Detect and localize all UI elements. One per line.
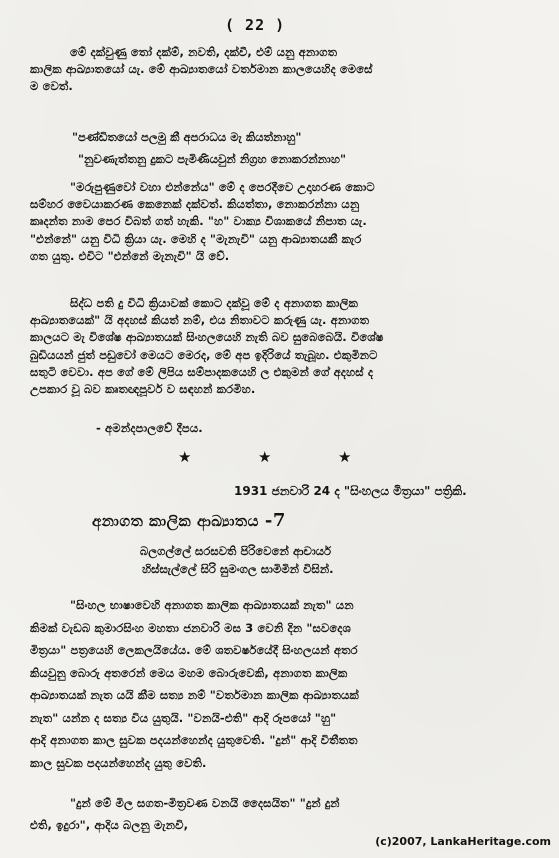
paragraph-line: කාල සුවක පදයන්හෙන්ද යුතු වෙති. <box>30 755 207 770</box>
star-icon: ★ <box>258 448 272 466</box>
star-icon: ★ <box>178 448 192 466</box>
paragraph-2 <box>30 179 375 265</box>
paragraph-line: එති, ඉදුරා", ආදිය බලනු මැනවි, <box>30 818 189 832</box>
paragraph-line: ආදි අනාගත කාල සුවක පදයන්හෙන්ද යුතුවෙති. "දුන්" ආදි විතීතත <box>30 733 358 747</box>
copyright-footer: (c)2007, LankaHeritage.com <box>375 835 551 848</box>
byline <box>140 542 334 578</box>
paragraph-line: කාලික ආඛ්‍යාතයෝ යැ. මේ ආඛ්‍යාතයෝ වර්තමාන කාලයෙහිද මෙසේ <box>30 62 373 77</box>
paragraph-5 <box>30 792 340 836</box>
article-heading <box>92 510 286 531</box>
signature: - අමන්දපාලවේ දීපය. <box>96 421 203 435</box>
paragraph-line: ම වෙත්. <box>30 79 73 94</box>
quote-block <box>72 126 346 170</box>
star-icon: ★ <box>338 448 352 466</box>
article-number: -7 <box>264 510 286 531</box>
byline-line: බලගල්ලේ සරසවති පිරිවෙනේ ආචාර්ය <box>140 544 332 558</box>
paragraph-line: කියවුනු බොරු අතරෙන් මෙය මහම බොරුවෙකි, අනාගත කාලික <box>30 665 348 680</box>
paragraph-line: උපකාර වූ බව කෘතඥපූර්ව ව සඳහන් කරමිහ. <box>30 382 256 397</box>
paragraph-line: සම්හර වෛයාකරණ කෙනෙක් දක්වත්. කියත්තා, නොකරන්නා යනු <box>30 197 360 212</box>
star-divider <box>178 448 418 466</box>
quote-line: "නුවණැත්තනු දුකට පැමිණියවුන් නිග්‍රහ නොකරන්නාහ" <box>78 152 347 166</box>
paragraph-line: බුඩියයන් ජුත් පඩුවෝ මෙයට මෙරද, මේ අප ඉදිරියේ තැබූහ. එකුමිනට <box>30 347 378 362</box>
paragraph-line: කිමක් වැඩබ කුමාරසිංහ මහතා ජනවාරි මස 3 වෙනි දින "සවදෙශ <box>30 620 351 635</box>
byline-line: හිස්සැල්ලේ සිරි සුමංගල සාමිමින් විසින්. <box>142 562 334 576</box>
page-number: ( 22 ) <box>225 16 286 34</box>
paragraph-4 <box>30 594 359 774</box>
paragraph-line: "එන්නේ" යනු විධි ක්‍රියා යැ. මෙහි ද "මැනැවි" යනු ආඛ්‍යාතයකී කැර <box>30 231 362 246</box>
paragraph-line: මේ දක්වුණු තෝ දක්ම්, නවති, දක්වී, එම් යනු අනාගත <box>70 45 338 59</box>
paragraph-1 <box>30 44 373 96</box>
paragraph-line: කෘදන්ත නාම පෙර විබත් ගත් හැකි. "හ" වාක්‍ය විශාකයේ නිපාත යැ. <box>30 214 367 229</box>
article-title: අනාගත කාලික ආඛ්‍යාතය <box>92 512 259 530</box>
paragraph-line: සතුටි වෙවා. අප ගේ මේ ලිපිය සම්පාදකයෙහි ල එකුමන් ගේ අදහස් ද <box>30 364 374 379</box>
paragraph-line: කාලයට මැ විශේෂ ආඛ්‍යාතයක් සිංහලයෙහි නැති බව සුබෙබෙයි. විශේෂ <box>30 330 384 345</box>
paragraph-line: ආඛ්‍යාතයක් නැත යයි කීම සත්‍ය නම් "වර්තමාන කාලික ආඛ්‍යාතයක් <box>30 688 359 702</box>
paragraph-3 <box>30 295 384 398</box>
paragraph-line: ආඛ්‍යාතයෙක්" යි අදහස් කියත් නම්, එය නිතාවට කරුණු යැ. අනාගත <box>30 313 370 328</box>
paragraph-line: "දුන් මේ මිල සගත-මිත්‍රවණ වනයි දෛසයිත" "දුන් දුන් <box>70 796 340 810</box>
paragraph-line: ගත යුතු. එවිට "එන්නේ මැනැවි" යි වේ. <box>30 248 230 263</box>
paragraph-line: "සිංහල භාෂාවෙහි අනාගත කාලික ආඛ්‍යාතයක් නැත" යන <box>70 598 354 612</box>
paragraph-line: මිත්‍රයා" පත්‍රයෙහි ලෙකලයියේය. මේ ශතවර්ෂයේදී සිංහලයන් අතර <box>30 643 358 657</box>
dateline: 1931 ජනවාරි 24 ද "සිංහලය මිත්‍රයා" පත්‍රිකි. <box>234 484 467 498</box>
paragraph-line: "මරුපුණුවෝ වහා එන්නේය" මේ ද පෙරදීවෙ උදාහරණ කොට <box>70 180 375 194</box>
paragraph-line: සිද්ධ පති දු විධි ක්‍රියාවක් කොට දක්වූ මේ ද අනාගත කාලික <box>70 296 358 310</box>
quote-line: "පණ්ඩිතයෝ පලමු කී අපරාධය මැ කියත්නාහු" <box>72 130 302 144</box>
paragraph-line: නැත" යන්න ද සත්‍ය විය යුතුයි. "වනයි-එති" ආදි රූපයෝ "හු" <box>30 710 337 725</box>
